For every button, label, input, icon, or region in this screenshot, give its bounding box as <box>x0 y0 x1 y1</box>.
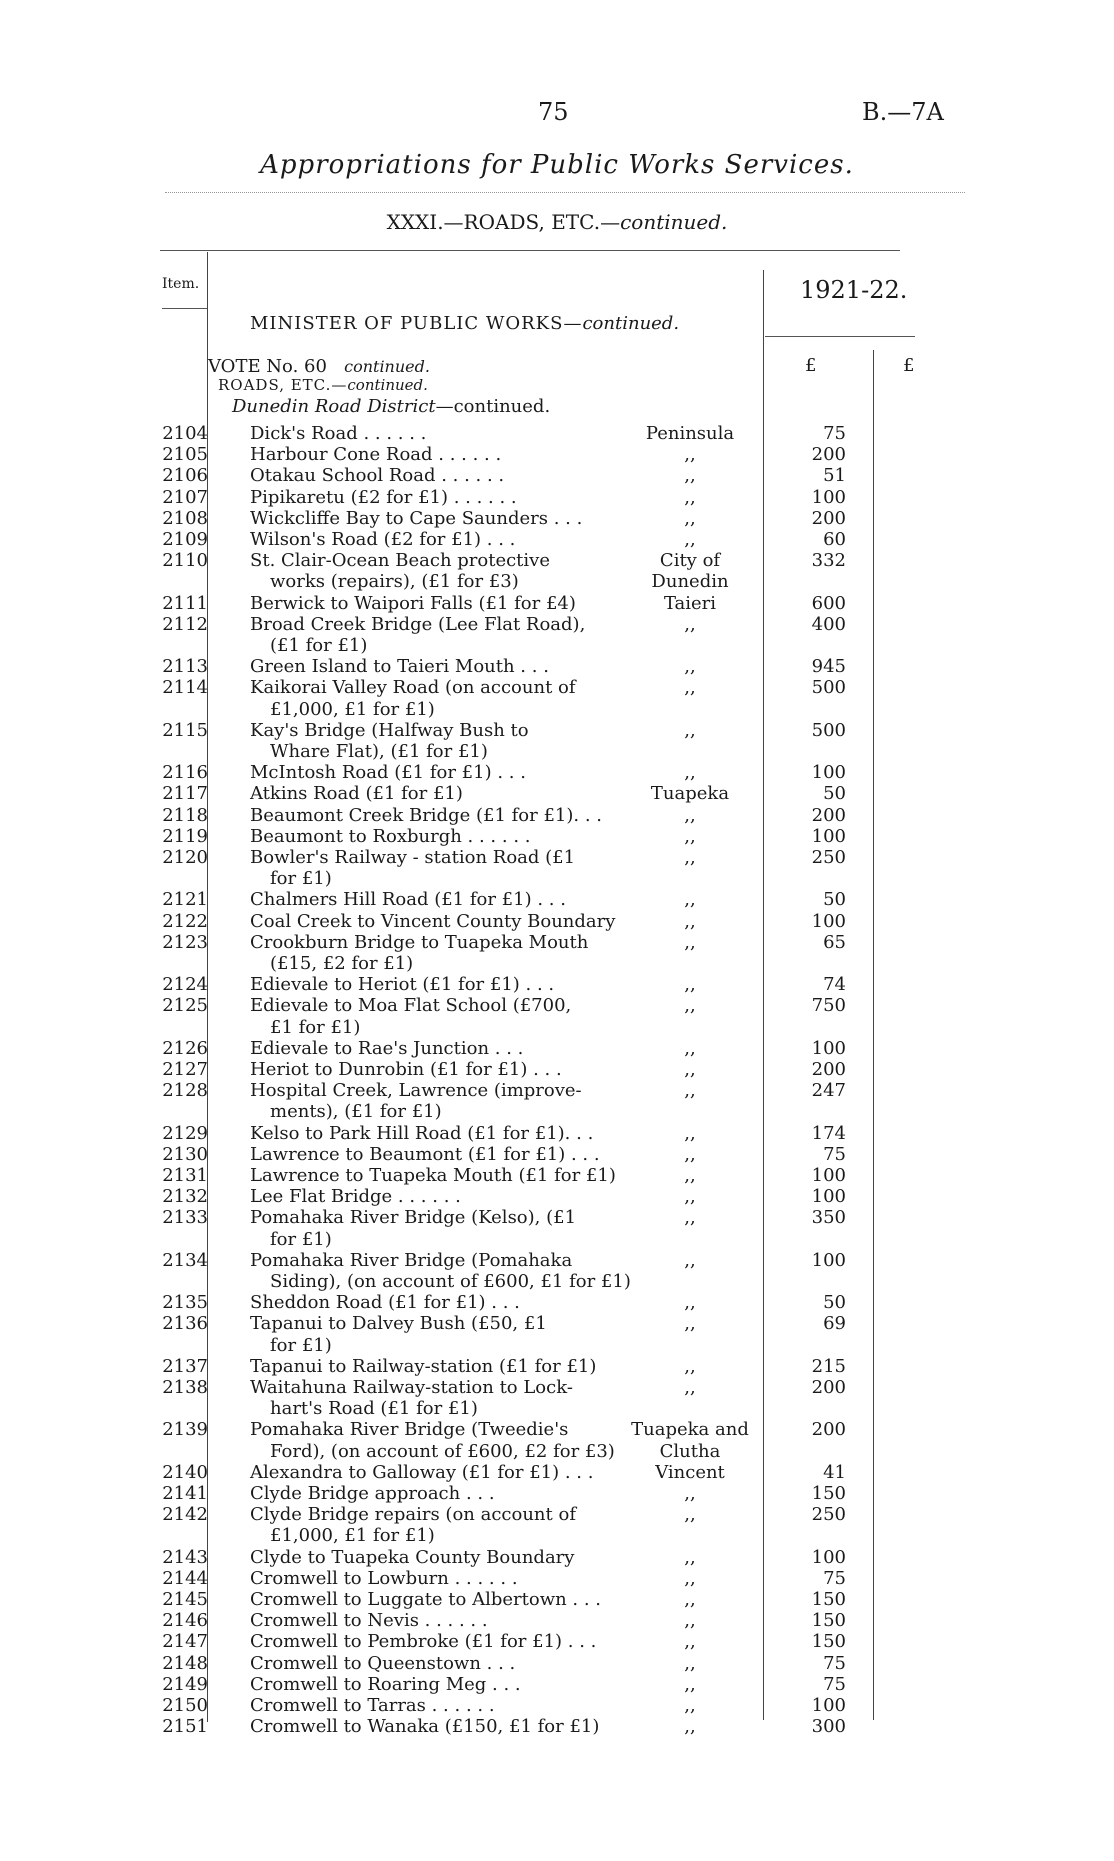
item-amount: 750 <box>811 995 846 1017</box>
item-description: Clyde Bridge approach . . . <box>250 1483 495 1504</box>
subtitle-main: XXXI.—ROADS, ETC.— <box>386 210 621 234</box>
item-number: 2142 <box>162 1504 208 1526</box>
item-district: ,, <box>684 1122 696 1144</box>
item-district: ,, <box>684 1080 696 1102</box>
item-description: works (repairs), (£1 for £3) <box>270 571 519 593</box>
district-main: Dunedin Road District <box>232 396 436 417</box>
item-amount: 51 <box>823 465 846 487</box>
item-amount: 74 <box>823 974 846 996</box>
item-amount: 215 <box>811 1355 846 1377</box>
item-column-header: Item. <box>162 276 200 292</box>
item-district: ,, <box>684 1716 696 1738</box>
item-amount: 100 <box>811 910 846 932</box>
item-district: ,, <box>684 465 696 487</box>
item-amount: 41 <box>823 1461 846 1483</box>
item-district: ,, <box>684 804 696 826</box>
item-description: for £1) <box>270 868 332 890</box>
item-description: Pomahaka River Bridge (Kelso), (£1 <box>250 1207 577 1229</box>
item-amount: 50 <box>823 889 846 911</box>
item-description: Otakau School Road . . . . . . <box>250 465 505 487</box>
pound-sign-column-1: £ <box>805 355 817 376</box>
item-district: Taieri <box>663 592 717 614</box>
item-description: Bowler's Railway - station Road (£1 <box>250 847 576 868</box>
item-amount: 75 <box>823 423 846 444</box>
item-description: Cromwell to Queenstown . . . <box>250 1652 516 1674</box>
item-description: Chalmers Hill Road (£1 for £1) . . . <box>250 889 566 911</box>
item-description: Cromwell to Lowburn . . . . . . <box>250 1567 518 1589</box>
subtitle-continued: continued. <box>620 210 728 234</box>
item-amount: 247 <box>811 1080 846 1102</box>
item-district: ,, <box>684 1207 696 1229</box>
item-district: ,, <box>684 1059 696 1080</box>
item-description: Atkins Road (£1 for £1) <box>250 783 463 805</box>
item-number: 2107 <box>162 486 208 508</box>
item-description: McIntosh Road (£1 for £1) . . . <box>250 762 526 784</box>
item-number: 2136 <box>162 1313 208 1335</box>
item-description: Lawrence to Tuapeka Mouth (£1 for £1) <box>250 1165 616 1186</box>
item-number: 2118 <box>162 804 208 826</box>
item-district: Tuapeka <box>650 783 730 805</box>
item-description: Harbour Cone Road . . . . . . <box>250 444 502 466</box>
item-description: £1,000, £1 for £1) <box>270 698 435 720</box>
item-amount: 150 <box>811 1483 846 1504</box>
item-amount: 100 <box>811 1037 846 1059</box>
item-description: Lee Flat Bridge . . . . . . <box>250 1186 461 1208</box>
item-description: Kaikorai Valley Road (on account of <box>250 677 576 699</box>
item-description: Wickcliffe Bay to Cape Saunders . . . <box>250 507 583 529</box>
item-number: 2121 <box>162 889 208 911</box>
item-number: 2104 <box>162 423 208 444</box>
item-description: Cromwell to Nevis . . . . . . <box>250 1610 488 1632</box>
item-description: hart's Road (£1 for £1) <box>270 1398 478 1420</box>
item-district: Tuapeka and <box>631 1419 749 1441</box>
item-number: 2105 <box>162 444 208 466</box>
item-number: 2115 <box>162 719 208 741</box>
page-title: Appropriations for Public Works Services. <box>260 150 854 180</box>
item-amount: 300 <box>811 1716 846 1738</box>
item-amount: 500 <box>811 677 846 699</box>
item-district: ,, <box>684 1165 696 1186</box>
item-district: ,, <box>684 486 696 508</box>
item-district: ,, <box>684 529 696 550</box>
item-description: for £1) <box>270 1228 332 1250</box>
item-district: ,, <box>684 719 696 741</box>
item-district: ,, <box>684 1292 696 1314</box>
item-district: ,, <box>684 1546 696 1568</box>
item-district: ,, <box>684 1355 696 1377</box>
item-amount: 200 <box>811 804 846 826</box>
item-number: 2122 <box>162 910 208 932</box>
item-description: Cromwell to Wanaka (£150, £1 for £1) <box>250 1716 600 1738</box>
item-amount: 200 <box>811 444 846 466</box>
item-district: ,, <box>684 1249 696 1271</box>
item-district: Dunedin <box>651 571 729 593</box>
item-number: 2146 <box>162 1610 208 1632</box>
item-number: 2113 <box>162 656 208 678</box>
item-description: (£1 for £1) <box>270 635 368 656</box>
item-description: Clyde to Tuapeka County Boundary <box>250 1546 575 1568</box>
item-district: ,, <box>684 1143 696 1165</box>
item-number: 2123 <box>162 931 208 953</box>
document-reference: B.—7A <box>862 98 944 126</box>
item-description: Cromwell to Roaring Meg . . . <box>250 1673 521 1695</box>
item-number: 2148 <box>162 1652 208 1674</box>
item-amount: 100 <box>811 825 846 847</box>
item-number: 2119 <box>162 825 208 847</box>
item-district: ,, <box>684 1504 696 1526</box>
item-description: £1,000, £1 for £1) <box>270 1525 435 1547</box>
item-district: ,, <box>684 1610 696 1632</box>
item-number: 2139 <box>162 1419 208 1441</box>
item-description: Beaumont Creek Bridge (£1 for £1). . . <box>250 804 602 826</box>
item-district: ,, <box>684 889 696 911</box>
item-district: ,, <box>684 1673 696 1695</box>
item-district: ,, <box>684 1186 696 1208</box>
item-number: 2110 <box>162 550 208 572</box>
item-amount: 150 <box>811 1610 846 1632</box>
item-district: Clutha <box>659 1440 721 1462</box>
item-amount: 250 <box>811 847 846 868</box>
roads-main: ROADS, ETC.— <box>218 376 348 394</box>
item-amount: 174 <box>811 1122 846 1144</box>
item-description: Coal Creek to Vincent County Boundary <box>250 910 616 932</box>
pound-sign-column-2: £ <box>903 355 915 376</box>
item-amount: 75 <box>823 1567 846 1589</box>
item-district: ,, <box>684 1313 696 1335</box>
item-district: ,, <box>684 1652 696 1674</box>
item-description: Edievale to Heriot (£1 for £1) . . . <box>250 974 555 996</box>
item-number: 2125 <box>162 995 208 1017</box>
item-amount: 200 <box>811 507 846 529</box>
item-number: 2109 <box>162 529 208 550</box>
item-amount: 50 <box>823 783 846 805</box>
item-description: Pipikaretu (£2 for £1) . . . . . . <box>250 486 517 508</box>
item-amount: 60 <box>823 529 846 550</box>
year-column-header: 1921-22. <box>800 276 908 304</box>
item-district: ,, <box>684 1589 696 1610</box>
item-description: Green Island to Taieri Mouth . . . <box>250 656 549 678</box>
item-description: Hospital Creek, Lawrence (improve- <box>250 1080 582 1102</box>
item-amount: 945 <box>811 656 846 678</box>
item-district: ,, <box>684 847 696 868</box>
item-district: ,, <box>684 910 696 932</box>
item-number: 2117 <box>162 783 208 805</box>
item-number: 2111 <box>162 592 208 614</box>
item-number: 2149 <box>162 1673 208 1695</box>
item-description: Beaumont to Roxburgh . . . . . . <box>250 825 531 847</box>
item-amount: 65 <box>823 931 846 953</box>
item-amount: 69 <box>823 1313 846 1335</box>
vote-main: VOTE No. 60 <box>208 356 327 377</box>
item-number: 2140 <box>162 1461 208 1483</box>
item-description: Crookburn Bridge to Tuapeka Mouth <box>250 931 589 953</box>
item-description: Cromwell to Luggate to Albertown . . . <box>250 1589 602 1610</box>
item-number: 2108 <box>162 507 208 529</box>
item-district: ,, <box>684 444 696 466</box>
item-description: Whare Flat), (£1 for £1) <box>270 741 488 762</box>
item-amount: 350 <box>811 1207 846 1229</box>
item-number: 2135 <box>162 1292 208 1314</box>
minister-continued: continued. <box>582 313 680 334</box>
item-amount: 332 <box>811 550 846 572</box>
item-amount: 600 <box>811 592 846 614</box>
item-number: 2116 <box>162 762 208 784</box>
item-amount: 400 <box>811 613 846 635</box>
item-amount: 50 <box>823 1292 846 1314</box>
item-amount: 100 <box>811 486 846 508</box>
item-description: Wilson's Road (£2 for £1) . . . <box>250 529 516 550</box>
item-description: ments), (£1 for £1) <box>270 1101 442 1123</box>
item-number: 2132 <box>162 1186 208 1208</box>
item-description: Dick's Road . . . . . . <box>250 423 427 444</box>
item-number: 2131 <box>162 1165 208 1186</box>
item-amount: 200 <box>811 1377 846 1398</box>
item-amount: 100 <box>811 1546 846 1568</box>
item-district: Peninsula <box>645 423 735 444</box>
minister-main: MINISTER OF PUBLIC WORKS— <box>250 313 583 334</box>
item-description: Tapanui to Railway-station (£1 for £1) <box>250 1355 597 1377</box>
item-number: 2128 <box>162 1080 208 1102</box>
page-number: 75 <box>538 98 569 126</box>
item-number: 2144 <box>162 1567 208 1589</box>
item-district: ,, <box>684 762 696 784</box>
item-number: 2150 <box>162 1695 208 1716</box>
item-description: Heriot to Dunrobin (£1 for £1) . . . <box>250 1059 562 1080</box>
item-district: ,, <box>684 1567 696 1589</box>
item-number: 2106 <box>162 465 208 487</box>
item-number: 2129 <box>162 1122 208 1144</box>
item-amount: 100 <box>811 1186 846 1208</box>
item-description: Alexandra to Galloway (£1 for £1) . . . <box>250 1461 594 1483</box>
item-number: 2133 <box>162 1207 208 1229</box>
item-district: ,, <box>684 507 696 529</box>
item-description: Cromwell to Tarras . . . . . . <box>250 1695 495 1716</box>
item-description: £1 for £1) <box>270 1016 361 1038</box>
item-description: Edievale to Rae's Junction . . . <box>250 1037 524 1059</box>
item-description: Sheddon Road (£1 for £1) . . . <box>250 1292 520 1314</box>
item-description: Kay's Bridge (Halfway Bush to <box>250 719 529 741</box>
item-amount: 200 <box>811 1059 846 1080</box>
item-district: ,, <box>684 931 696 953</box>
item-amount: 500 <box>811 719 846 741</box>
item-description: (£15, £2 for £1) <box>270 953 414 974</box>
item-description: for £1) <box>270 1334 332 1356</box>
item-description: St. Clair-Ocean Beach protective <box>250 550 550 572</box>
item-district: ,, <box>684 995 696 1017</box>
item-amount: 200 <box>811 1419 846 1441</box>
item-amount: 150 <box>811 1631 846 1653</box>
item-amount: 75 <box>823 1143 846 1165</box>
item-number: 2143 <box>162 1546 208 1568</box>
item-amount: 75 <box>823 1673 846 1695</box>
item-amount: 250 <box>811 1504 846 1526</box>
district-continued: —continued. <box>435 396 551 417</box>
item-number: 2112 <box>162 613 208 635</box>
item-number: 2141 <box>162 1483 208 1504</box>
item-description: Lawrence to Beaumont (£1 for £1) . . . <box>250 1143 600 1165</box>
item-number: 2127 <box>162 1059 208 1080</box>
item-description: Pomahaka River Bridge (Tweedie's <box>250 1419 569 1441</box>
item-number: 2138 <box>162 1377 208 1398</box>
vote-continued: continued. <box>344 357 430 376</box>
item-description: Tapanui to Dalvey Bush (£50, £1 <box>250 1313 547 1335</box>
item-description: Kelso to Park Hill Road (£1 for £1). . . <box>250 1122 594 1144</box>
item-number: 2124 <box>162 974 208 996</box>
item-district: Vincent <box>655 1461 725 1483</box>
item-district: ,, <box>684 656 696 678</box>
roads-continued: continued. <box>347 376 428 394</box>
item-number: 2130 <box>162 1143 208 1165</box>
item-number: 2137 <box>162 1355 208 1377</box>
item-district: ,, <box>684 825 696 847</box>
item-description: Pomahaka River Bridge (Pomahaka <box>250 1249 573 1271</box>
item-amount: 75 <box>823 1652 846 1674</box>
item-district: ,, <box>684 1377 696 1398</box>
item-description: Siding), (on account of £600, £1 for £1) <box>270 1271 631 1292</box>
item-description: Berwick to Waipori Falls (£1 for £4) <box>250 592 576 614</box>
item-number: 2126 <box>162 1037 208 1059</box>
item-district: ,, <box>684 1037 696 1059</box>
item-district: ,, <box>684 974 696 996</box>
item-amount: 100 <box>811 762 846 784</box>
item-number: 2147 <box>162 1631 208 1653</box>
item-description: Ford), (on account of £600, £2 for £3) <box>270 1440 615 1462</box>
item-district: ,, <box>684 613 696 635</box>
item-district: ,, <box>684 677 696 699</box>
item-district: ,, <box>684 1483 696 1504</box>
item-number: 2120 <box>162 847 208 868</box>
item-district: ,, <box>684 1695 696 1716</box>
item-description: Waitahuna Railway-station to Lock- <box>250 1377 573 1398</box>
item-description: Broad Creek Bridge (Lee Flat Road), <box>250 613 586 635</box>
item-amount: 150 <box>811 1589 846 1610</box>
item-number: 2114 <box>162 677 208 699</box>
item-number: 2134 <box>162 1249 208 1271</box>
item-amount: 100 <box>811 1249 846 1271</box>
item-amount: 100 <box>811 1165 846 1186</box>
item-description: Clyde Bridge repairs (on account of <box>250 1504 576 1526</box>
item-number: 2151 <box>162 1716 208 1738</box>
item-district: City of <box>659 550 721 572</box>
item-number: 2145 <box>162 1589 208 1610</box>
item-amount: 100 <box>811 1695 846 1716</box>
item-description: Cromwell to Pembroke (£1 for £1) . . . <box>250 1631 597 1653</box>
item-description: Edievale to Moa Flat School (£700, <box>250 995 572 1017</box>
item-district: ,, <box>684 1631 696 1653</box>
